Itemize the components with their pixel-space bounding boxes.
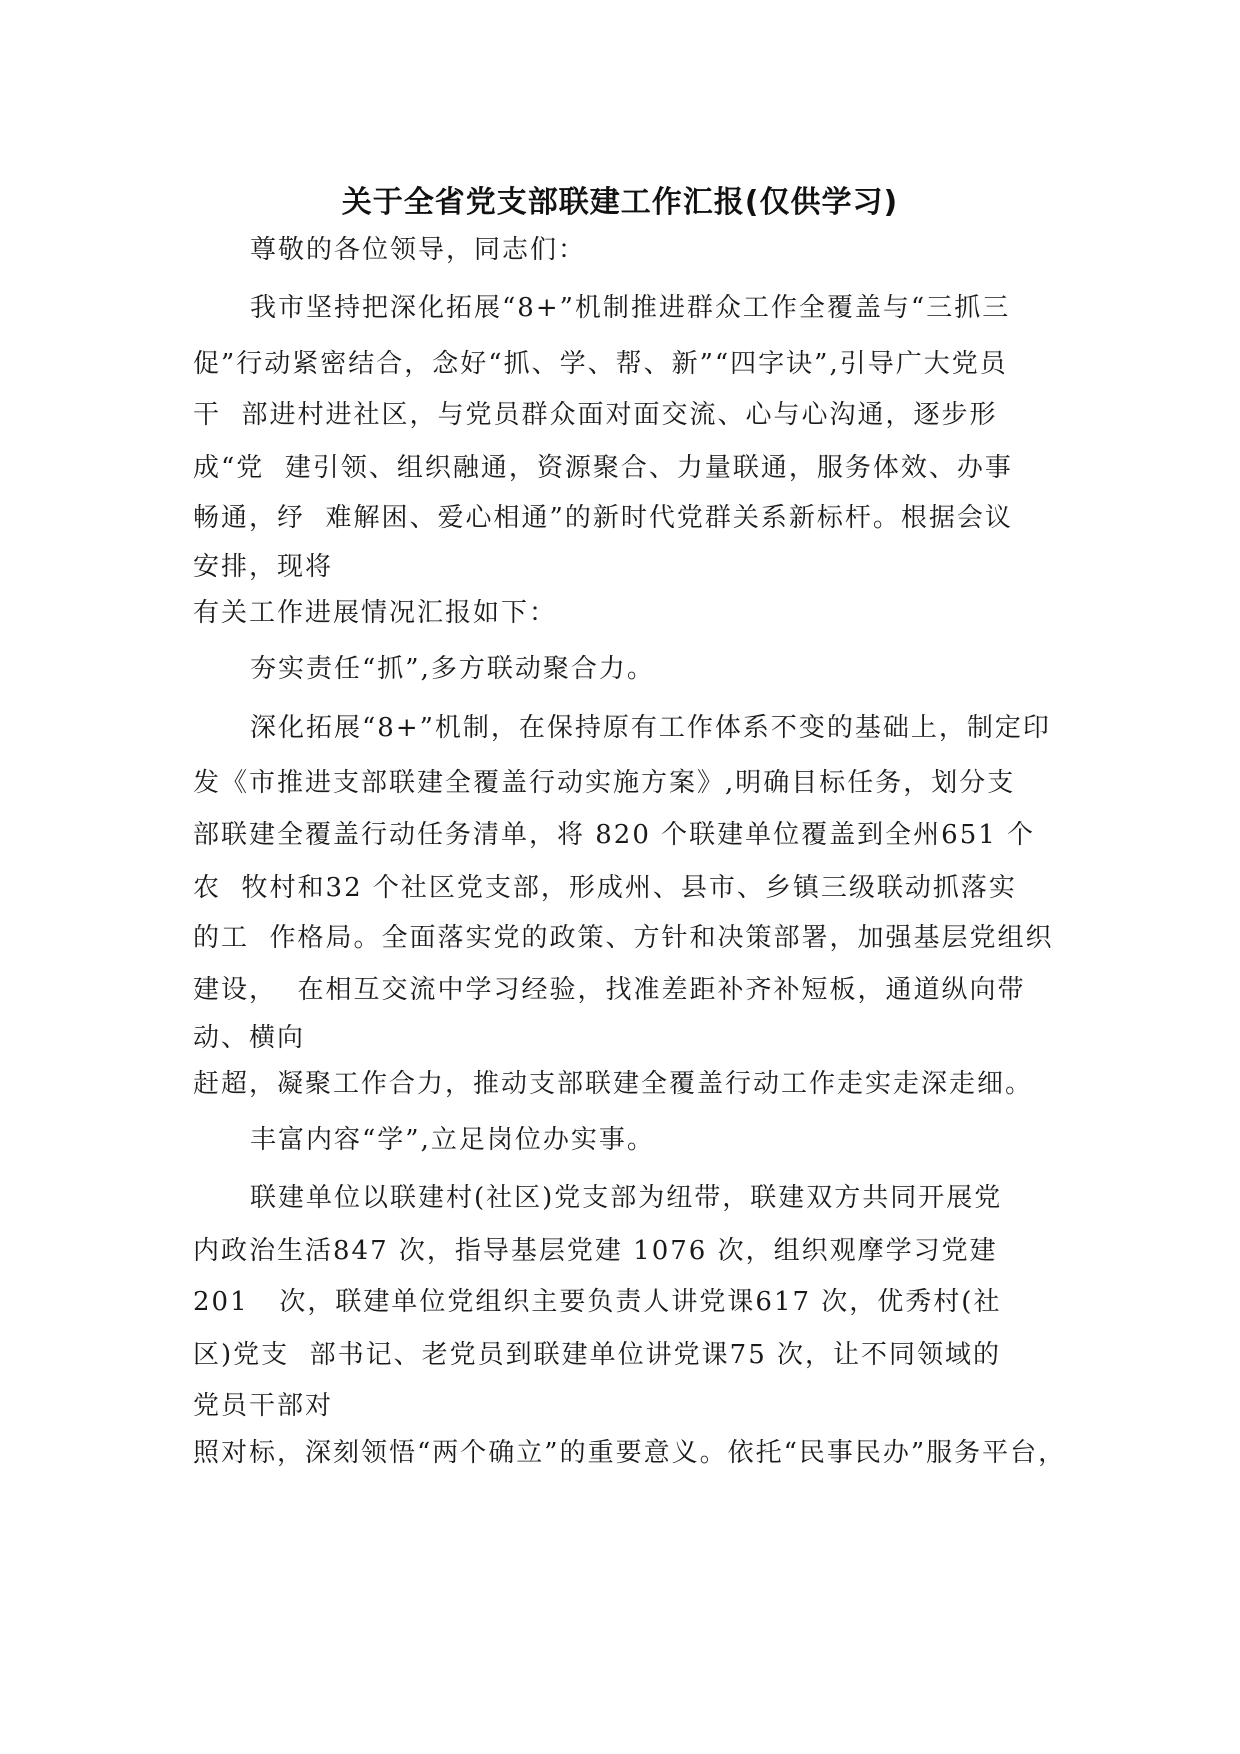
section-heading: 丰富内容“学”,立足岗位办实事。: [250, 1125, 655, 1155]
paragraph-line: 畅通，纾 难解困、爱心相通”的新时代党群关系新标杆。根据会议: [193, 503, 1013, 533]
paragraph-line: 动、横向: [193, 1023, 306, 1053]
section-heading: 夯实责任“抓”,多方联动聚合力。: [250, 654, 655, 684]
paragraph-line: 区)党支 部书记、老党员到联建单位讲党课75 次，让不同领域的: [193, 1340, 1002, 1370]
paragraph-line: 照对标，深刻领悟“两个确立”的重要意义。依托“民事民办”服务平台，: [193, 1438, 1067, 1468]
paragraph-line: 促”行动紧密结合，念好“抓、学、帮、新”“四字诀”,引导广大党员: [193, 349, 1008, 379]
paragraph-line: 发《市推进支部联建全覆盖行动实施方案》,明确目标任务，划分支: [193, 768, 1016, 798]
paragraph-line: 我市坚持把深化拓展“8+”机制推进群众工作全覆盖与“三抓三: [250, 293, 1011, 323]
paragraph-line: 建设， 在相互交流中学习经验，找准差距补齐补短板，通道纵向带: [193, 975, 1026, 1005]
paragraph-line: 深化拓展“8+”机制，在保持原有工作体系不变的基础上，制定印: [250, 713, 1051, 743]
paragraph-line: 农 牧村和32 个社区党支部，形成州、县市、乡镇三级联动抓落实: [193, 873, 1017, 903]
paragraph-line: 的工 作格局。全面落实党的政策、方针和决策部署，加强基层党组织: [193, 923, 1054, 953]
paragraph-line: 201 次，联建单位党组织主要负责人讲党课617 次，优秀村(社: [193, 1287, 1002, 1317]
paragraph-line: 干 部进村进社区，与党员群众面对面交流、心与心沟通，逐步形: [193, 400, 998, 430]
paragraph-line: 安排，现将: [193, 552, 334, 582]
paragraph-line: 联建单位以联建村(社区)党支部为纽带，联建双方共同开展党: [250, 1183, 1003, 1213]
paragraph-line: 部联建全覆盖行动任务清单，将 820 个联建单位覆盖到全州651 个: [193, 820, 1036, 850]
paragraph-line: 党员干部对: [193, 1391, 334, 1421]
paragraph-line: 成“党 建引领、组织融通，资源聚合、力量联通，服务体效、办事: [193, 453, 1013, 483]
document-title: 关于全省党支部联建工作汇报(仅供学习): [341, 185, 899, 220]
salutation: 尊敬的各位领导，同志们：: [250, 235, 587, 265]
paragraph-line: 有关工作进展情况汇报如下：: [193, 598, 558, 628]
paragraph-line: 赶超，凝聚工作合力，推动支部联建全覆盖行动工作走实走深走细。: [193, 1069, 1034, 1099]
paragraph-line: 内政治生活847 次，指导基层党建 1076 次，组织观摩学习党建: [193, 1236, 998, 1266]
